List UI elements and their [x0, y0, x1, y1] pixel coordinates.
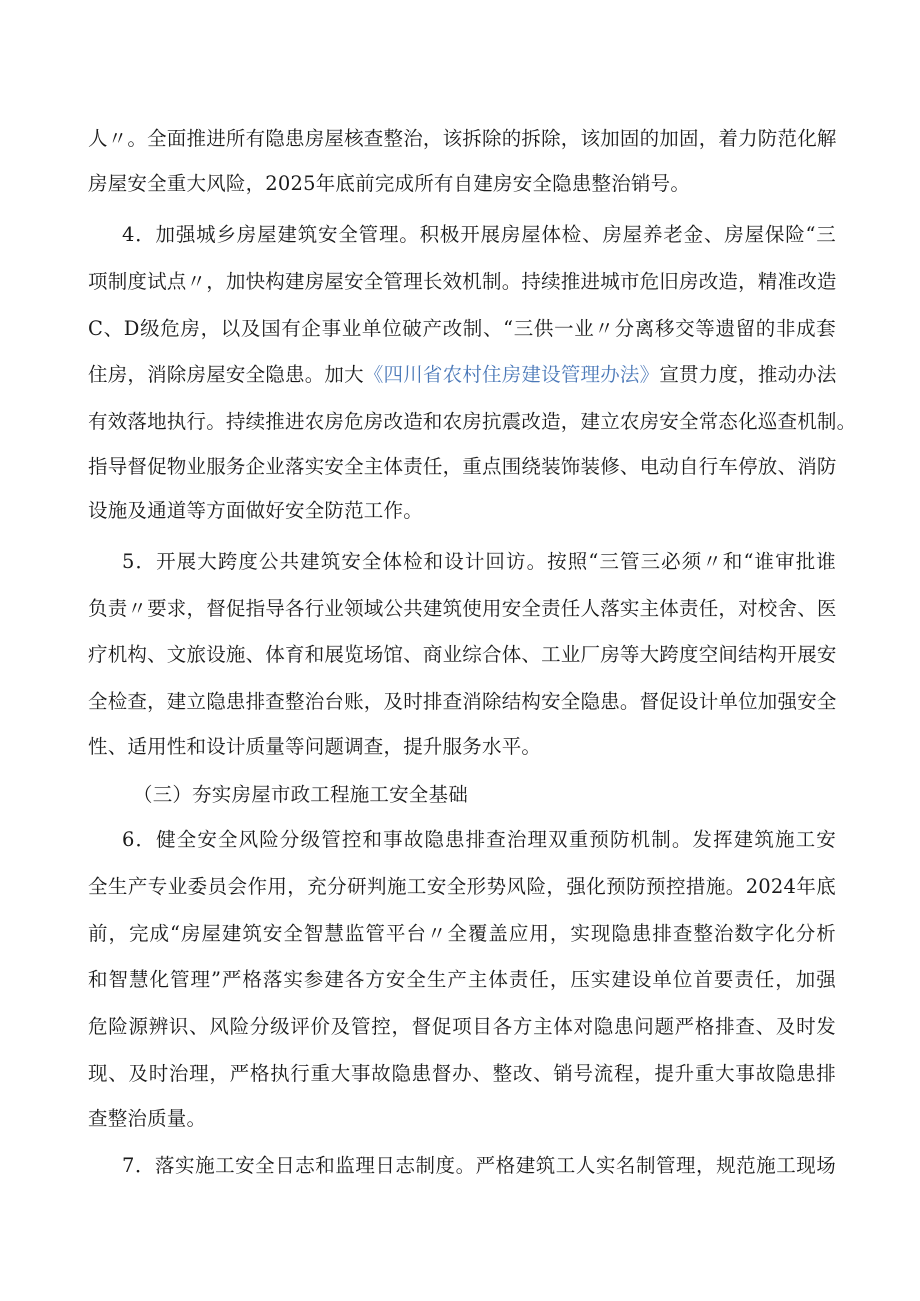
- paragraph-line: 现、及时治理，严格执行重大事故隐患督办、整改、销号流程，提升重大事故隐患排: [88, 1062, 836, 1085]
- paragraph-text: 宣贯力度，推动办法: [659, 363, 837, 386]
- paragraph-line: C、D级危房，以及国有企事业单位破产改制、“三供一业〃分离移交等遗留的非成套: [88, 317, 836, 340]
- paragraph-line: 项制度试点〃，加快构建房屋安全管理长效机制。持续推进城市危旧房改造，精准改造: [88, 270, 837, 293]
- paragraph-line: 查整治质量。: [88, 1107, 207, 1130]
- paragraph-line: 房屋安全重大风险，2025年底前完成所有自建房安全隐患整治销号。: [88, 172, 691, 195]
- paragraph-line: 设施及通道等方面做好安全防范工作。: [88, 499, 423, 522]
- section-heading: （三）夯实房屋市政工程施工安全基础: [133, 783, 468, 806]
- paragraph-line: 疗机构、文旅设施、体育和展览场馆、商业综合体、工业厂房等大跨度空间结构开展安: [88, 643, 837, 666]
- paragraph-line: 全生产专业委员会作用，充分研判施工安全形势风险，强化预防预控措施。2024年底: [88, 875, 836, 898]
- paragraph-line: 和智慧化管理”严格落实参建各方安全生产主体责任，压实建设单位首要责任，加强: [88, 968, 836, 991]
- paragraph-line: 性、适用性和设计质量等问题调查，提升服务水平。: [88, 735, 542, 758]
- paragraph-line: 全检查，建立隐患排查整治台账，及时排查消除结构安全隐患。督促设计单位加强安全: [88, 690, 837, 713]
- paragraph-line: 5．开展大跨度公共建筑安全体检和设计回访。按照“三管三必须〃和“谁审批谁: [122, 550, 836, 573]
- paragraph-line: 有效落地执行。持续推进农房危房改造和农房抗震改造，建立农房安全常态化巡查机制。: [88, 410, 857, 433]
- paragraph-line: 危险源辨识、风险分级评价及管控，督促项目各方主体对隐患问题严格排查、及时发: [88, 1015, 836, 1038]
- paragraph-line: 6．健全安全风险分级管控和事故隐患排查治理双重预防机制。发挥建筑施工安: [122, 828, 836, 851]
- paragraph-line-with-link: [88, 355, 836, 395]
- paragraph-line: 7．落实施工安全日志和监理日志制度。严格建筑工人实名制管理，规范施工现场: [122, 1154, 836, 1177]
- paragraph-text: 住房，消除房屋安全隐患。加大: [88, 363, 364, 386]
- regulation-link[interactable]: 《四川省农村住房建设管理办法》: [363, 363, 660, 386]
- paragraph-line: 指导督促物业服务企业落实安全主体责任，重点围绕装饰装修、电动自行车停放、消防: [88, 455, 837, 478]
- paragraph-line: 负责〃要求，督促指导各行业领域公共建筑使用安全责任人落实主体责任，对校舍、医: [88, 597, 837, 620]
- paragraph-line: 前，完成“房屋建筑安全智慧监管平台〃全覆盖应用，实现隐患排查整治数字化分析: [88, 922, 836, 945]
- paragraph-line: 人〃。全面推进所有隐患房屋核查整治，该拆除的拆除，该加固的加固，着力防范化解: [88, 127, 837, 150]
- paragraph-line: 4．加强城乡房屋建筑安全管理。积极开展房屋体检、房屋养老金、房屋保险“三: [122, 223, 836, 246]
